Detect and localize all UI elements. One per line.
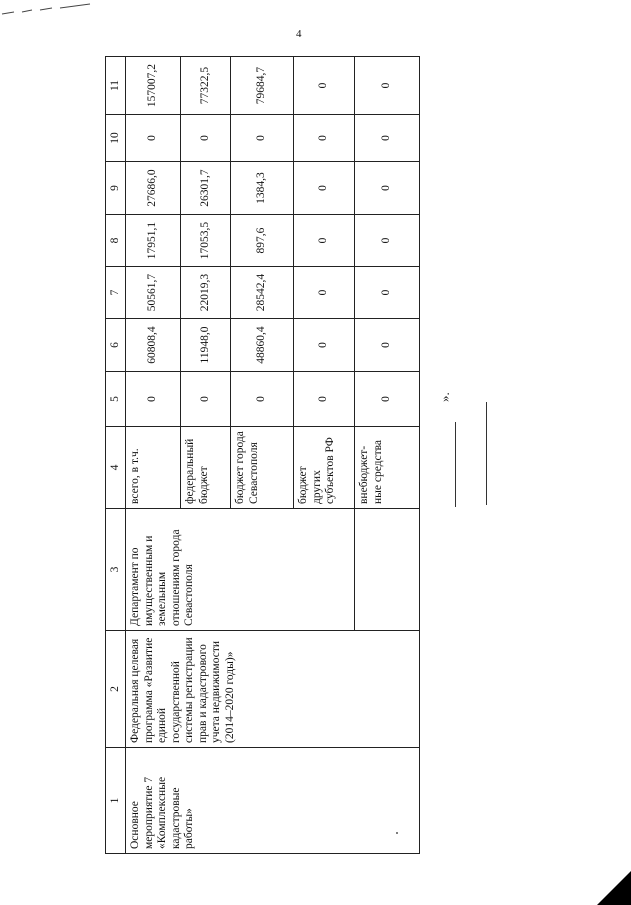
value-cell: 0 <box>355 162 420 215</box>
value-cell: 11948,0 <box>181 319 231 372</box>
source-cell: бюджет города Севастополя <box>231 427 294 509</box>
value-cell: 60808,4 <box>126 319 181 372</box>
col-number: 1 <box>106 748 126 854</box>
value-cell: 157007,2 <box>126 57 181 115</box>
value-cell: 79684,7 <box>231 57 294 115</box>
value-cell: 0 <box>355 319 420 372</box>
budget-table <box>105 56 420 854</box>
value-cell: 50561,7 <box>126 267 181 319</box>
value-cell: 28542,4 <box>231 267 294 319</box>
value-cell: 27686,0 <box>126 162 181 215</box>
value-cell: 77322,5 <box>181 57 231 115</box>
col-number: 5 <box>106 372 126 427</box>
value-cell: 0 <box>355 115 420 162</box>
col-number: 11 <box>106 57 126 115</box>
value-cell: 0 <box>355 372 420 427</box>
corner-mark <box>597 871 631 905</box>
col-number: 9 <box>106 162 126 215</box>
value-cell: 0 <box>126 372 181 427</box>
value-cell: 0 <box>355 267 420 319</box>
page-number: 4 <box>296 28 302 40</box>
value-cell: 17951,1 <box>126 215 181 267</box>
header-row <box>106 57 126 854</box>
value-cell: 0 <box>294 267 355 319</box>
value-cell: 0 <box>231 372 294 427</box>
value-cell: 0 <box>355 215 420 267</box>
col-number: 3 <box>106 509 126 631</box>
signature-line <box>455 422 456 507</box>
value-cell: 0 <box>294 57 355 115</box>
value-cell: 0 <box>181 372 231 427</box>
col-number: 8 <box>106 215 126 267</box>
value-cell: 0 <box>355 57 420 115</box>
value-cell: 1384,3 <box>231 162 294 215</box>
scan-dot <box>396 832 398 834</box>
value-cell: 0 <box>294 372 355 427</box>
executor-cell-empty <box>355 509 420 631</box>
closing-quote: ». <box>437 392 452 402</box>
value-cell: 0 <box>294 319 355 372</box>
value-cell: 0 <box>181 115 231 162</box>
value-cell: 0 <box>126 115 181 162</box>
value-cell: 22019,3 <box>181 267 231 319</box>
value-cell: 48860,4 <box>231 319 294 372</box>
value-cell: 0 <box>294 115 355 162</box>
value-cell: 897,6 <box>231 215 294 267</box>
table-row <box>126 57 181 854</box>
executor-cell: Департамент по имущественным и земельным отношениям города Севастополя <box>126 509 355 631</box>
value-cell: 0 <box>231 115 294 162</box>
event-cell: Основное мероприятие 7 «Комплексные кадастровые работы» <box>126 748 420 854</box>
col-number: 7 <box>106 267 126 319</box>
value-cell: 0 <box>294 162 355 215</box>
value-cell: 26301,7 <box>181 162 231 215</box>
source-cell: внебюджет-ные средства <box>355 427 420 509</box>
value-cell: 17053,5 <box>181 215 231 267</box>
col-number: 6 <box>106 319 126 372</box>
scan-artifact-icon <box>0 0 130 30</box>
source-cell: бюджет других субъектов РФ <box>294 427 355 509</box>
source-cell: всего, в т.ч. <box>126 427 181 509</box>
rotated-table-frame <box>105 57 395 854</box>
value-cell: 0 <box>294 215 355 267</box>
signature-line <box>486 402 487 505</box>
program-cell: Федеральная целевая программа «Развитие единой государственной системы регистрации прав и кадастрового учета недвижимости (2014–2020 годы)» <box>126 631 420 748</box>
col-number: 4 <box>106 427 126 509</box>
col-number: 10 <box>106 115 126 162</box>
source-cell: федеральный бюджет <box>181 427 231 509</box>
col-number: 2 <box>106 631 126 748</box>
